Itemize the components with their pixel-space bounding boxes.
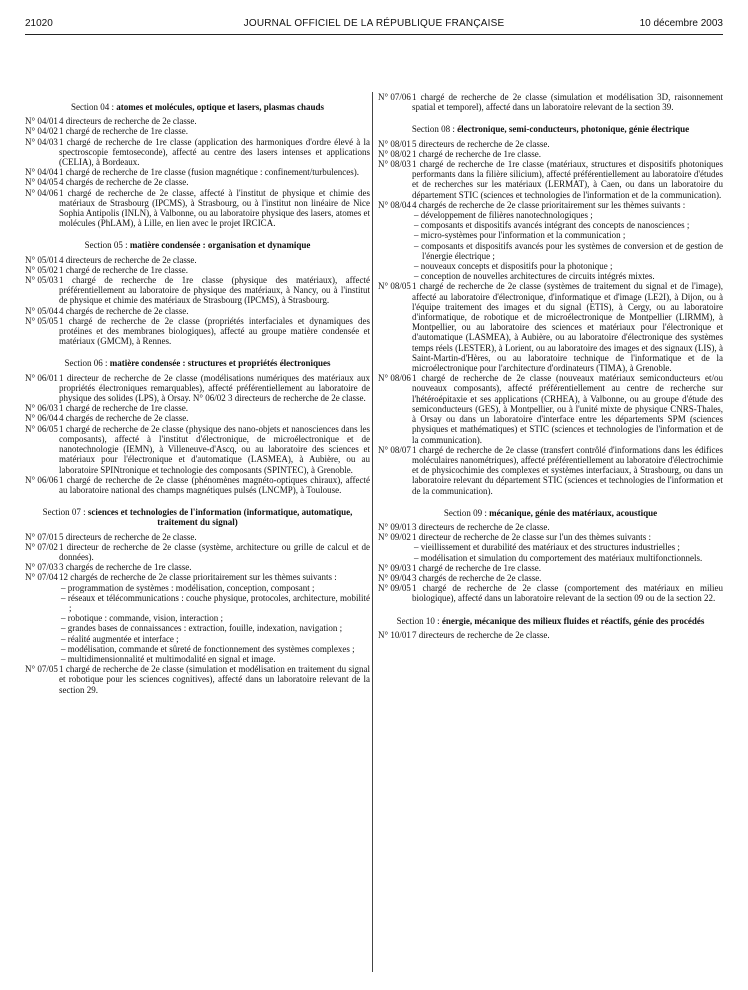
list-item: N° 08/01 5 directeurs de recherche de 2e classe. xyxy=(378,138,550,149)
journal-title: JOURNAL OFFICIEL DE LA RÉPUBLIQUE FRANÇAISE xyxy=(243,18,505,29)
list-item: N° 09/01 3 directeurs de recherche de 2e classe. xyxy=(378,521,550,532)
list-item: N° 04/03 1 chargé de recherche de 1re classe (application des harmoniques d'ordre élevé à la spectroscopie femtoseconde), affecté au centre des lasers intenses et applications (CELIA), à Bordeaux. xyxy=(25,136,370,168)
list-item: N° 07/01 5 directeurs de recherche de 2e classe. xyxy=(25,531,197,542)
section-heading: Section 09 : mécanique, génie des matériaux, acoustique xyxy=(443,507,658,518)
column-separator xyxy=(372,92,373,972)
list-item: N° 05/05 1 chargé de recherche de 2e classe (propriétés interfaciales et dynamiques des protéines et des membranes biologiques), affecté au groupe matière condensée et matériaux (GMCM), à Rennes. xyxy=(25,315,370,347)
list-item: N° 07/05 1 chargé de recherche de 2e classe (simulation et modélisation en traitement du signal et robotique pour les sciences cognitives), affecté dans un laboratoire relevant de la section 29. xyxy=(25,664,370,695)
left-column xyxy=(25,96,370,695)
section-heading: Section 08 : électronique, semi-conducteurs, photonique, génie électrique xyxy=(411,124,690,135)
list-item: N° 07/02 1 directeur de recherche de 2e classe (système, architecture ou grille de calcul et de données). xyxy=(25,541,370,562)
list-item: N° 09/05 1 chargé de recherche de 2e classe (comportement des matériaux en milieu biologique), affecté dans un laboratoire relevant de la section 09 ou de la section 22. xyxy=(378,583,723,604)
list-item: N° 06/04 4 chargés de recherche de 2e classe. xyxy=(25,413,189,424)
list-item: N° 09/04 3 chargés de recherche de 2e classe. xyxy=(378,572,542,583)
list-item: N° 04/06 1 chargé de recherche de 2e classe, affecté à l'institut de physique et chimie des matériaux de Strasbourg (IPCMS), à Strasbourg, ou à l'institut non linéaire de Nice Sophia Antipolis (INLN), à Valbonne, ou au laboratoire physique des lasers, atomes et molécules (PhLAM), à Lille, en lien avec le projet IRCICA. xyxy=(25,187,370,229)
list-item: N° 08/03 1 chargé de recherche de 1re classe (matériaux, structures et dispositifs photoniques performants dans la filière silicium), affecté préférentiellement au laboratoire d'études et de recherches sur les matériaux (LERMAT), à Caen, ou dans un laboratoire du département STIC (sciences et technologies de l'information et de la communication). xyxy=(378,159,723,200)
section-heading: Section 07 : sciences et technologies de l'information (informatique, automatique, traitement du signal) xyxy=(42,507,353,528)
page-number: 21020 xyxy=(25,18,53,29)
list-item: N° 05/01 4 directeurs de recherche de 2e classe. xyxy=(25,254,197,265)
list-item: N° 05/04 4 chargés de recherche de 2e classe. xyxy=(25,305,189,316)
list-item: N° 07/04 12 chargés de recherche de 2e classe prioritairement sur les thèmes suivants : – programmation de systèmes : modélisation, conception, composant ; – réseaux et télécommunications : couche physique, protocoles, architecture, mobilité ; – robotique : commande, vision, interaction ; – grandes bases de connaissances : extraction, fouille, indexation, navigation ; – réalité augmentée et interface ; – modélisation, commande et sûreté de fonctionnement des systèmes complexes ; – multidimensionnalité et multimodalité en signal et image. xyxy=(25,572,371,664)
list-item: N° 07/06 1 chargé de recherche de 2e classe (simulation et modélisation 3D, raisonnement spatial et temporel), affecté dans un laboratoire relevant de la section 39. xyxy=(378,92,723,113)
header-rule xyxy=(25,34,723,35)
section-heading: Section 05 : matière condensée : organisation et dynamique xyxy=(84,240,311,251)
list-item: N° 08/04 4 chargés de recherche de 2e classe prioritairement sur les thèmes suivants : – développement de filières nanotechnologiques ; – composants et dispositifs avancés intégrant des concepts de nanosciences ; – micro-systèmes pour l'information et la communication ; – composants et dispositifs avancés pour les systèmes de conversion et de gestion de l'énergie électrique ; – nouveaux concepts et dispositifs pour la photonique ; – conception de nouvelles architectures de circuits intégrés mixtes. xyxy=(378,199,724,282)
list-item: N° 06/05 1 chargé de recherche de 2e classe (physique des nano-objets et nanosciences dans les composants), affecté à l'institut d'électronique, de microélectronique et de nanotechnologie (IEMN), à Villeneuve-d'Ascq, ou au laboratoire des sciences et matériaux pour l'électronique et d'automatique (LASMEA), à Aubière, ou au laboratoire SPINtronique et technologie des composants (SPINTEC), à Grenoble. xyxy=(25,423,370,475)
issue-date: 10 décembre 2003 xyxy=(639,18,723,29)
list-item: N° 04/01 4 directeurs de recherche de 2e classe. xyxy=(25,116,197,127)
list-item: N° 05/03 1 chargé de recherche de 1re classe (physique des matériaux), affecté préférentiellement au laboratoire de physique des matériaux, à Nancy, ou à l'institut de physique et chimie des matériaux de Strasbourg (IPCMS), à Strasbourg. xyxy=(25,275,370,306)
list-item: N° 09/03 1 chargé de recherche de 1re classe. xyxy=(378,562,542,573)
section-heading: Section 06 : matière condensée : structures et propriétés électroniques xyxy=(64,358,331,369)
list-item: N° 07/03 3 chargés de recherche de 1re classe. xyxy=(25,562,192,573)
list-item: N° 09/02 1 directeur de recherche de 2e classe sur l'un des thèmes suivants : – vieillissement et durabilité des matériaux et des structures industrielles ; – modélisation et simulation du comportement des matériaux multifonctionnels. xyxy=(378,532,703,563)
list-item: N° 08/05 1 chargé de recherche de 2e classe (systèmes de traitement du signal et de l'image), affecté au laboratoire d'électronique, d'informatique et d'image (LE2I), à Dijon, ou à l'équipe traitement des images et du signal (ETIS), à Cergy, ou au laboratoire d'informatique, de robotique et de microélectronique de Montpellier (LIRMM), à Montpellier, ou au laboratoire des sciences et matériaux pour l'électronique et d'automatique (LASMEA), à Aubière, ou au laboratoire d'électronique des systèmes temps réels (LESTER), à Lorient, ou au laboratoire des images et des signaux (LIS), à Saint-Martin-d'Hères, ou au laboratoire technique de l'informatique et de la microélectronique pour l'architecture d'ordinateurs (TIMA), à Grenoble. xyxy=(378,281,723,374)
list-item: N° 06/06 1 chargé de recherche de 2e classe (phénomènes magnéto-optiques chiraux), affecté au laboratoire national des champs magnétiques pulsés (LNCMP), à Toulouse. xyxy=(25,474,370,495)
page-header xyxy=(25,18,723,34)
section-heading: Section 10 : énergie, mécanique des milieux fluides et réactifs, génie des procédés xyxy=(396,615,705,626)
list-item: N° 04/02 1 chargé de recherche de 1re classe. xyxy=(25,126,189,137)
list-item: N° 06/03 1 chargé de recherche de 1re classe. xyxy=(25,403,189,414)
section-heading: Section 04 : atomes et molécules, optique et lasers, plasmas chauds xyxy=(71,102,324,112)
list-item: N° 05/02 1 chargé de recherche de 1re classe. xyxy=(25,264,189,275)
list-item: N° 06/01 1 directeur de recherche de 2e classe (modélisations numériques des matériaux aux propriétés électroniques remarquables), affecté préférentiellement au laboratoire de physique des solides (LPS), à Orsay. N° 06/02 3 directeurs de recherche de 2e classe. xyxy=(25,372,370,404)
right-column xyxy=(378,92,723,640)
list-item: N° 10/01 7 directeurs de recherche de 2e classe. xyxy=(378,629,550,640)
list-item: N° 08/06 1 chargé de recherche de 2e classe (nouveaux matériaux semiconducteurs et/ou nouveaux composants), affecté préférentiellement au centre de recherche sur l'hétéroépitaxie et ses applications (CRHEA), à Valbonne, ou au groupe d'étude des semiconducteurs (GES), à Montpellier, ou à l'unité mixte de physique CNRS-Thales, à Orsay ou dans un laboratoire d'interface entre les départements SPM (sciences physiques et mathématiques) et STIC (sciences et technologies de l'information et de la communication). xyxy=(378,373,723,445)
list-item: N° 08/02 1 chargé de recherche de 1re classe. xyxy=(378,148,542,159)
list-item: N° 04/05 4 chargés de recherche de 2e classe. xyxy=(25,177,189,188)
list-item: N° 04/04 1 chargé de recherche de 1re classe (fusion magnétique : confinement/turbulences). xyxy=(25,167,359,178)
list-item: N° 08/07 1 chargé de recherche de 2e classe (transfert contrôlé d'informations dans les édifices moléculaires nanométriques), affecté préférentiellement au laboratoire d'électrochimie et de physicochimie des complexes et systèmes interfaciaux, à Strasbourg, ou dans un laboratoire relevant du département STIC (sciences et technologies de l'information et de la communication). xyxy=(378,444,723,496)
